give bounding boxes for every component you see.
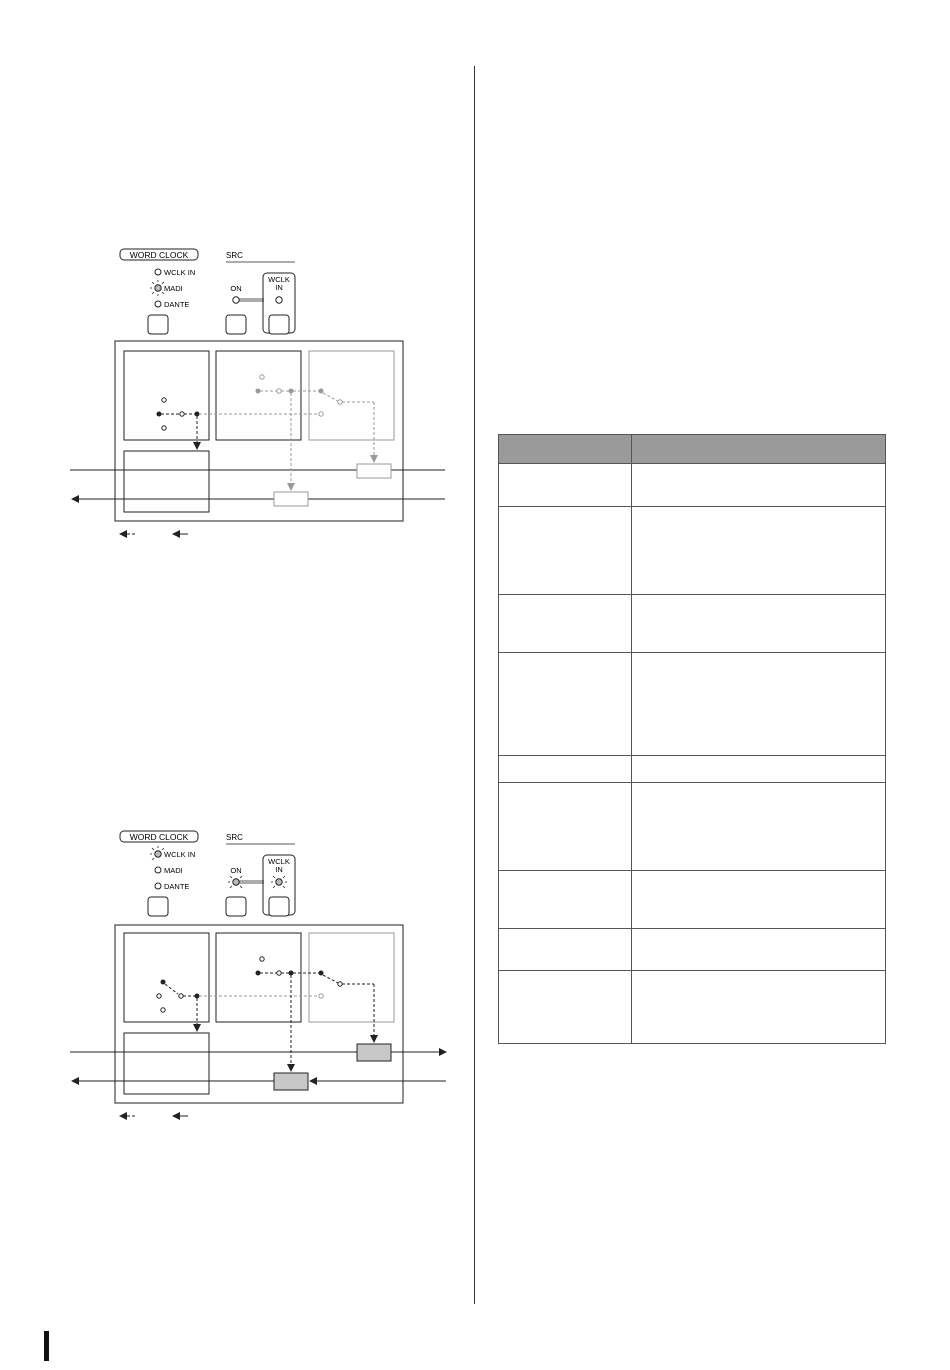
table-cell — [499, 871, 632, 929]
src-wclk-label-line2: IN — [275, 865, 283, 874]
wclk-in-label: WCLK IN — [164, 268, 196, 277]
madi-led-lit — [155, 285, 161, 291]
table-cell — [499, 507, 632, 595]
madi-label: MADI — [164, 866, 183, 875]
table-cell — [499, 971, 632, 1044]
word-clock-label: WORD CLOCK — [129, 832, 189, 842]
src-wclk-label-line2: IN — [275, 283, 283, 292]
table-cell — [632, 756, 886, 783]
settings-table — [498, 434, 886, 1044]
table-row — [499, 871, 886, 929]
table-cell — [499, 929, 632, 971]
src-converter-bottom — [274, 492, 308, 506]
wclk-in-led — [155, 269, 161, 275]
src-on-led — [233, 297, 239, 303]
src-block — [216, 351, 301, 440]
table-header-row — [499, 435, 886, 464]
src-wclk-button[interactable] — [269, 897, 289, 916]
table-cell — [632, 464, 886, 507]
src-label: SRC — [226, 833, 243, 842]
table-cell — [499, 783, 632, 871]
src-wclk-led — [276, 297, 282, 303]
table-header-cell — [632, 435, 886, 464]
dante-led — [155, 301, 161, 307]
clock-diagram-1 — [60, 244, 460, 544]
src-block — [216, 933, 301, 1022]
dante-led — [155, 883, 161, 889]
wclk-in-label: WCLK IN — [164, 850, 196, 859]
dante-label: DANTE — [164, 300, 190, 309]
table-cell — [632, 595, 886, 653]
table-row — [499, 595, 886, 653]
src-converter-top-active — [357, 1044, 391, 1061]
clock-select-block — [124, 933, 209, 1022]
src-block-inactive — [309, 933, 394, 1022]
table-row — [499, 971, 886, 1044]
table-row — [499, 783, 886, 871]
clock-diagram-2 — [60, 826, 460, 1126]
table-cell — [499, 464, 632, 507]
src-on-label: ON — [230, 866, 242, 875]
table-cell — [632, 929, 886, 971]
madi-block — [124, 1033, 209, 1094]
table-row — [499, 464, 886, 507]
table-cell — [632, 507, 886, 595]
device-frame — [115, 341, 403, 521]
page-edge-mark — [44, 1331, 49, 1361]
src-wclk-button[interactable] — [269, 315, 289, 334]
table-cell — [632, 653, 886, 756]
src-wclk-label-line1: WCLK — [268, 857, 290, 866]
madi-led — [155, 867, 161, 873]
src-on-label: ON — [230, 284, 242, 293]
table-header-cell — [499, 435, 632, 464]
table-cell — [632, 971, 886, 1044]
word-clock-button[interactable] — [148, 897, 168, 916]
word-clock-label: WORD CLOCK — [129, 250, 189, 260]
table-row — [499, 756, 886, 783]
madi-block — [124, 451, 209, 512]
src-converter-top — [357, 464, 391, 478]
table-cell — [632, 783, 886, 871]
src-wclk-label-line1: WCLK — [268, 275, 290, 284]
madi-label: MADI — [164, 284, 183, 293]
src-wclk-led-lit — [276, 879, 282, 885]
device-frame — [115, 925, 403, 1103]
table-row — [499, 653, 886, 756]
wclk-in-led-lit — [155, 851, 161, 857]
table-cell — [499, 756, 632, 783]
src-on-led-lit — [233, 879, 239, 885]
dante-label: DANTE — [164, 882, 190, 891]
column-divider — [474, 66, 475, 1304]
table-row — [499, 507, 886, 595]
src-on-button[interactable] — [226, 315, 246, 334]
src-block-inactive — [309, 351, 394, 440]
table-cell — [499, 595, 632, 653]
word-clock-button[interactable] — [148, 315, 168, 334]
clock-select-block — [124, 351, 209, 440]
src-converter-bottom-active — [274, 1073, 308, 1090]
table-cell — [499, 653, 632, 756]
table-row — [499, 929, 886, 971]
src-on-button[interactable] — [226, 897, 246, 916]
src-label: SRC — [226, 251, 243, 260]
table-cell — [632, 871, 886, 929]
